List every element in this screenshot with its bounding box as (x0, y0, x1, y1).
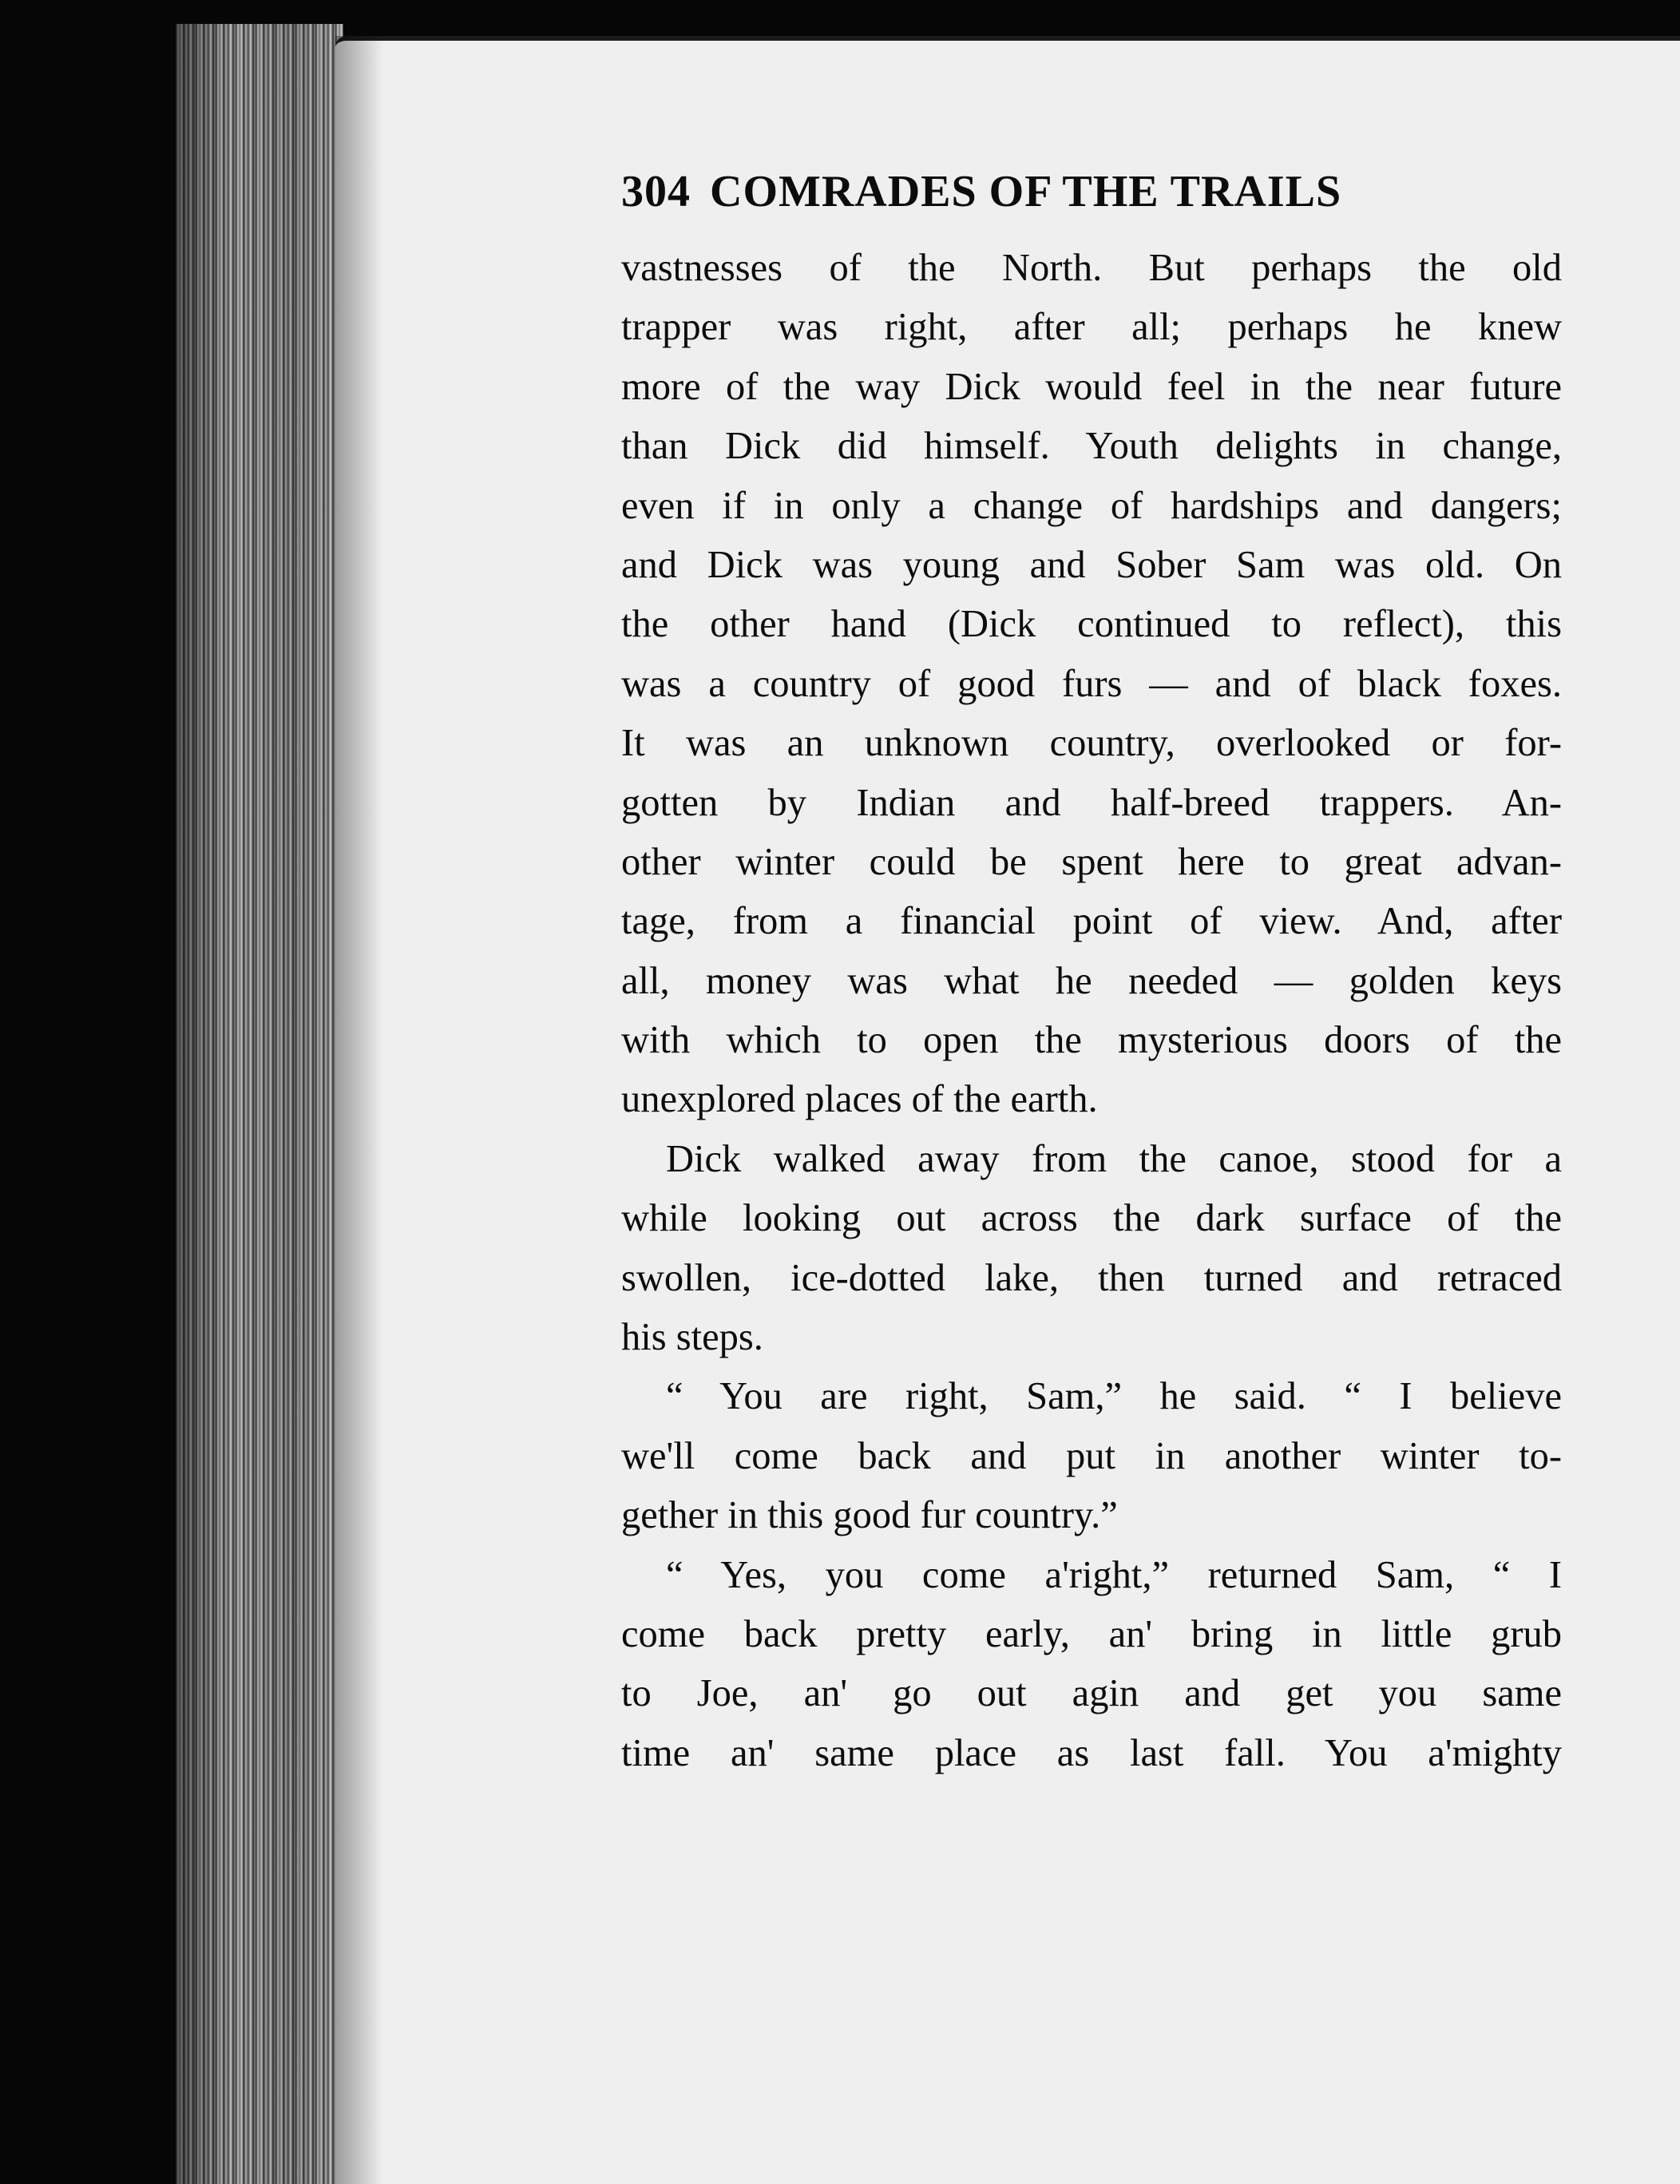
page-stack-shadow (176, 24, 343, 2184)
text-line: while looking out across the dark surface of the (621, 1197, 1562, 1240)
text-line: gotten by Indian and half-breed trappers. An- (621, 781, 1562, 824)
paragraph-end-line: unexplored places of the earth. (621, 1078, 1098, 1121)
paragraph-start-line: Dick walked away from the canoe, stood for a (666, 1137, 1562, 1180)
text-line: come back pretty early, an' bring in little grub (621, 1612, 1562, 1655)
text-line: more of the way Dick would feel in the near future (621, 365, 1562, 408)
text-line: with which to open the mysterious doors of the (621, 1019, 1562, 1062)
text-line: the other hand (Dick continued to reflect), this (621, 603, 1562, 646)
text-line: even if in only a change of hardships and dangers; (621, 484, 1562, 527)
paragraph-end-line: his steps. (621, 1316, 763, 1359)
text-block (621, 156, 1562, 1783)
text-line: tage, from a financial point of view. And, after (621, 900, 1562, 943)
body-text (621, 239, 1562, 1783)
text-line: than Dick did himself. Youth delights in change, (621, 425, 1562, 468)
text-line: It was an unknown country, overlooked or for- (621, 722, 1562, 765)
paragraph-end-line: gether in this good fur country.” (621, 1494, 1118, 1537)
running-head (621, 156, 1562, 228)
text-line: and Dick was young and Sober Sam was old. On (621, 543, 1562, 586)
text-line: was a country of good furs — and of black foxes. (621, 662, 1562, 705)
text-line: vastnesses of the North. But perhaps the old (621, 247, 1562, 289)
text-line: we'll come back and put in another winter to- (621, 1434, 1562, 1477)
text-line: time an' same place as last fall. You a'mighty (621, 1731, 1562, 1774)
running-head-title: COMRADES OF THE TRAILS (710, 167, 1342, 216)
paragraph-start-line: “ You are right, Sam,” he said. “ I believe (666, 1375, 1562, 1418)
paragraph-start-line: “ Yes, you come a'right,” returned Sam, “ I (666, 1553, 1562, 1596)
text-line: other winter could be spent here to great advan- (621, 840, 1562, 883)
text-line: swollen, ice-dotted lake, then turned and retraced (621, 1256, 1562, 1299)
text-line: to Joe, an' go out agin and get you same (621, 1672, 1562, 1715)
text-line: trapper was right, after all; perhaps he knew (621, 306, 1562, 349)
page-number: 304 (621, 167, 691, 216)
gutter-shadow (335, 36, 383, 2184)
text-line: all, money was what he needed — golden keys (621, 959, 1562, 1002)
